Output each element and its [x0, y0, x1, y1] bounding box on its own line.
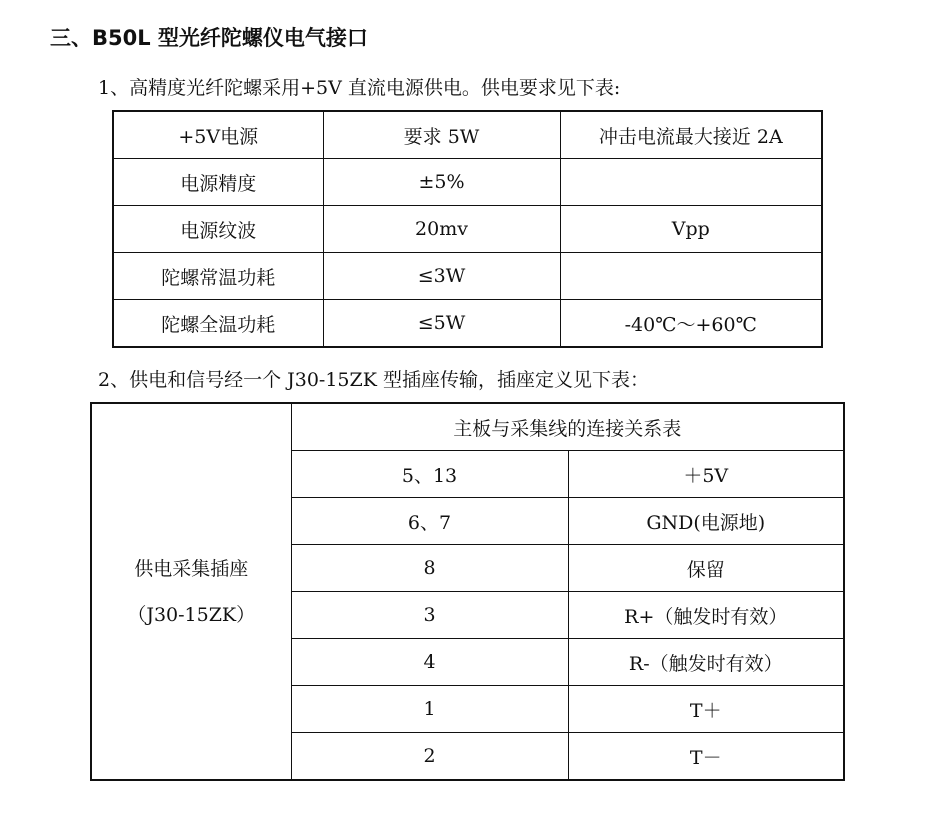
- power-item-cell: +5V电源: [113, 111, 323, 159]
- connector-paragraph: 2、供电和信号经一个 J30-15ZK 型插座传输，插座定义见下表：: [98, 369, 649, 391]
- pin-number-cell: 6、7: [291, 498, 568, 545]
- pin-number-cell: 4: [291, 639, 568, 686]
- power-remark-cell: Vpp: [560, 206, 822, 253]
- table-row: [113, 300, 822, 348]
- power-item-cell: 电源纹波: [113, 206, 323, 253]
- connector-name: 供电采集插座: [134, 557, 249, 580]
- pin-number-cell: 2: [291, 733, 568, 781]
- power-item-cell: 陀螺常温功耗: [113, 253, 323, 300]
- connector-name-cell: [91, 403, 291, 780]
- pin-definition-cell: ＋5V: [568, 451, 844, 498]
- power-requirement-cell: 20mv: [323, 206, 560, 253]
- pin-definition-cell: T＋: [568, 686, 844, 733]
- power-item-cell: 电源精度: [113, 159, 323, 206]
- pin-definition-cell: R+（触发时有效）: [568, 592, 844, 639]
- table-row: [113, 111, 822, 159]
- pin-definition-cell: GND(电源地): [568, 498, 844, 545]
- power-item-cell: 陀螺全温功耗: [113, 300, 323, 348]
- pin-number-cell: 5、13: [291, 451, 568, 498]
- pin-definition-cell: 保留: [568, 545, 844, 592]
- power-requirement-cell: ≤3W: [323, 253, 560, 300]
- power-remark-cell: [560, 253, 822, 300]
- connector-definition-table: [90, 402, 845, 781]
- power-remark-cell: -40℃～+60℃: [560, 300, 822, 348]
- pin-number-cell: 8: [291, 545, 568, 592]
- section-heading: 三、B50L 型光纤陀螺仪电气接口: [50, 26, 368, 50]
- power-requirement-cell: ±5%: [323, 159, 560, 206]
- pin-definition-cell: T－: [568, 733, 844, 781]
- table-row: [113, 206, 822, 253]
- power-requirement-cell: 要求 5W: [323, 111, 560, 159]
- power-requirements-table: [112, 110, 823, 348]
- power-remark-cell: [560, 159, 822, 206]
- connector-table-header: 主板与采集线的连接关系表: [291, 403, 844, 451]
- pin-number-cell: 3: [291, 592, 568, 639]
- connector-model: （J30-15ZK）: [127, 603, 256, 626]
- pin-definition-cell: R-（触发时有效）: [568, 639, 844, 686]
- power-requirement-cell: ≤5W: [323, 300, 560, 348]
- table-row: [91, 403, 844, 451]
- power-supply-paragraph: 1、高精度光纤陀螺采用+5V 直流电源供电。供电要求见下表:: [98, 77, 621, 99]
- power-remark-cell: 冲击电流最大接近 2A: [560, 111, 822, 159]
- table-row: [113, 159, 822, 206]
- pin-number-cell: 1: [291, 686, 568, 733]
- table-row: [113, 253, 822, 300]
